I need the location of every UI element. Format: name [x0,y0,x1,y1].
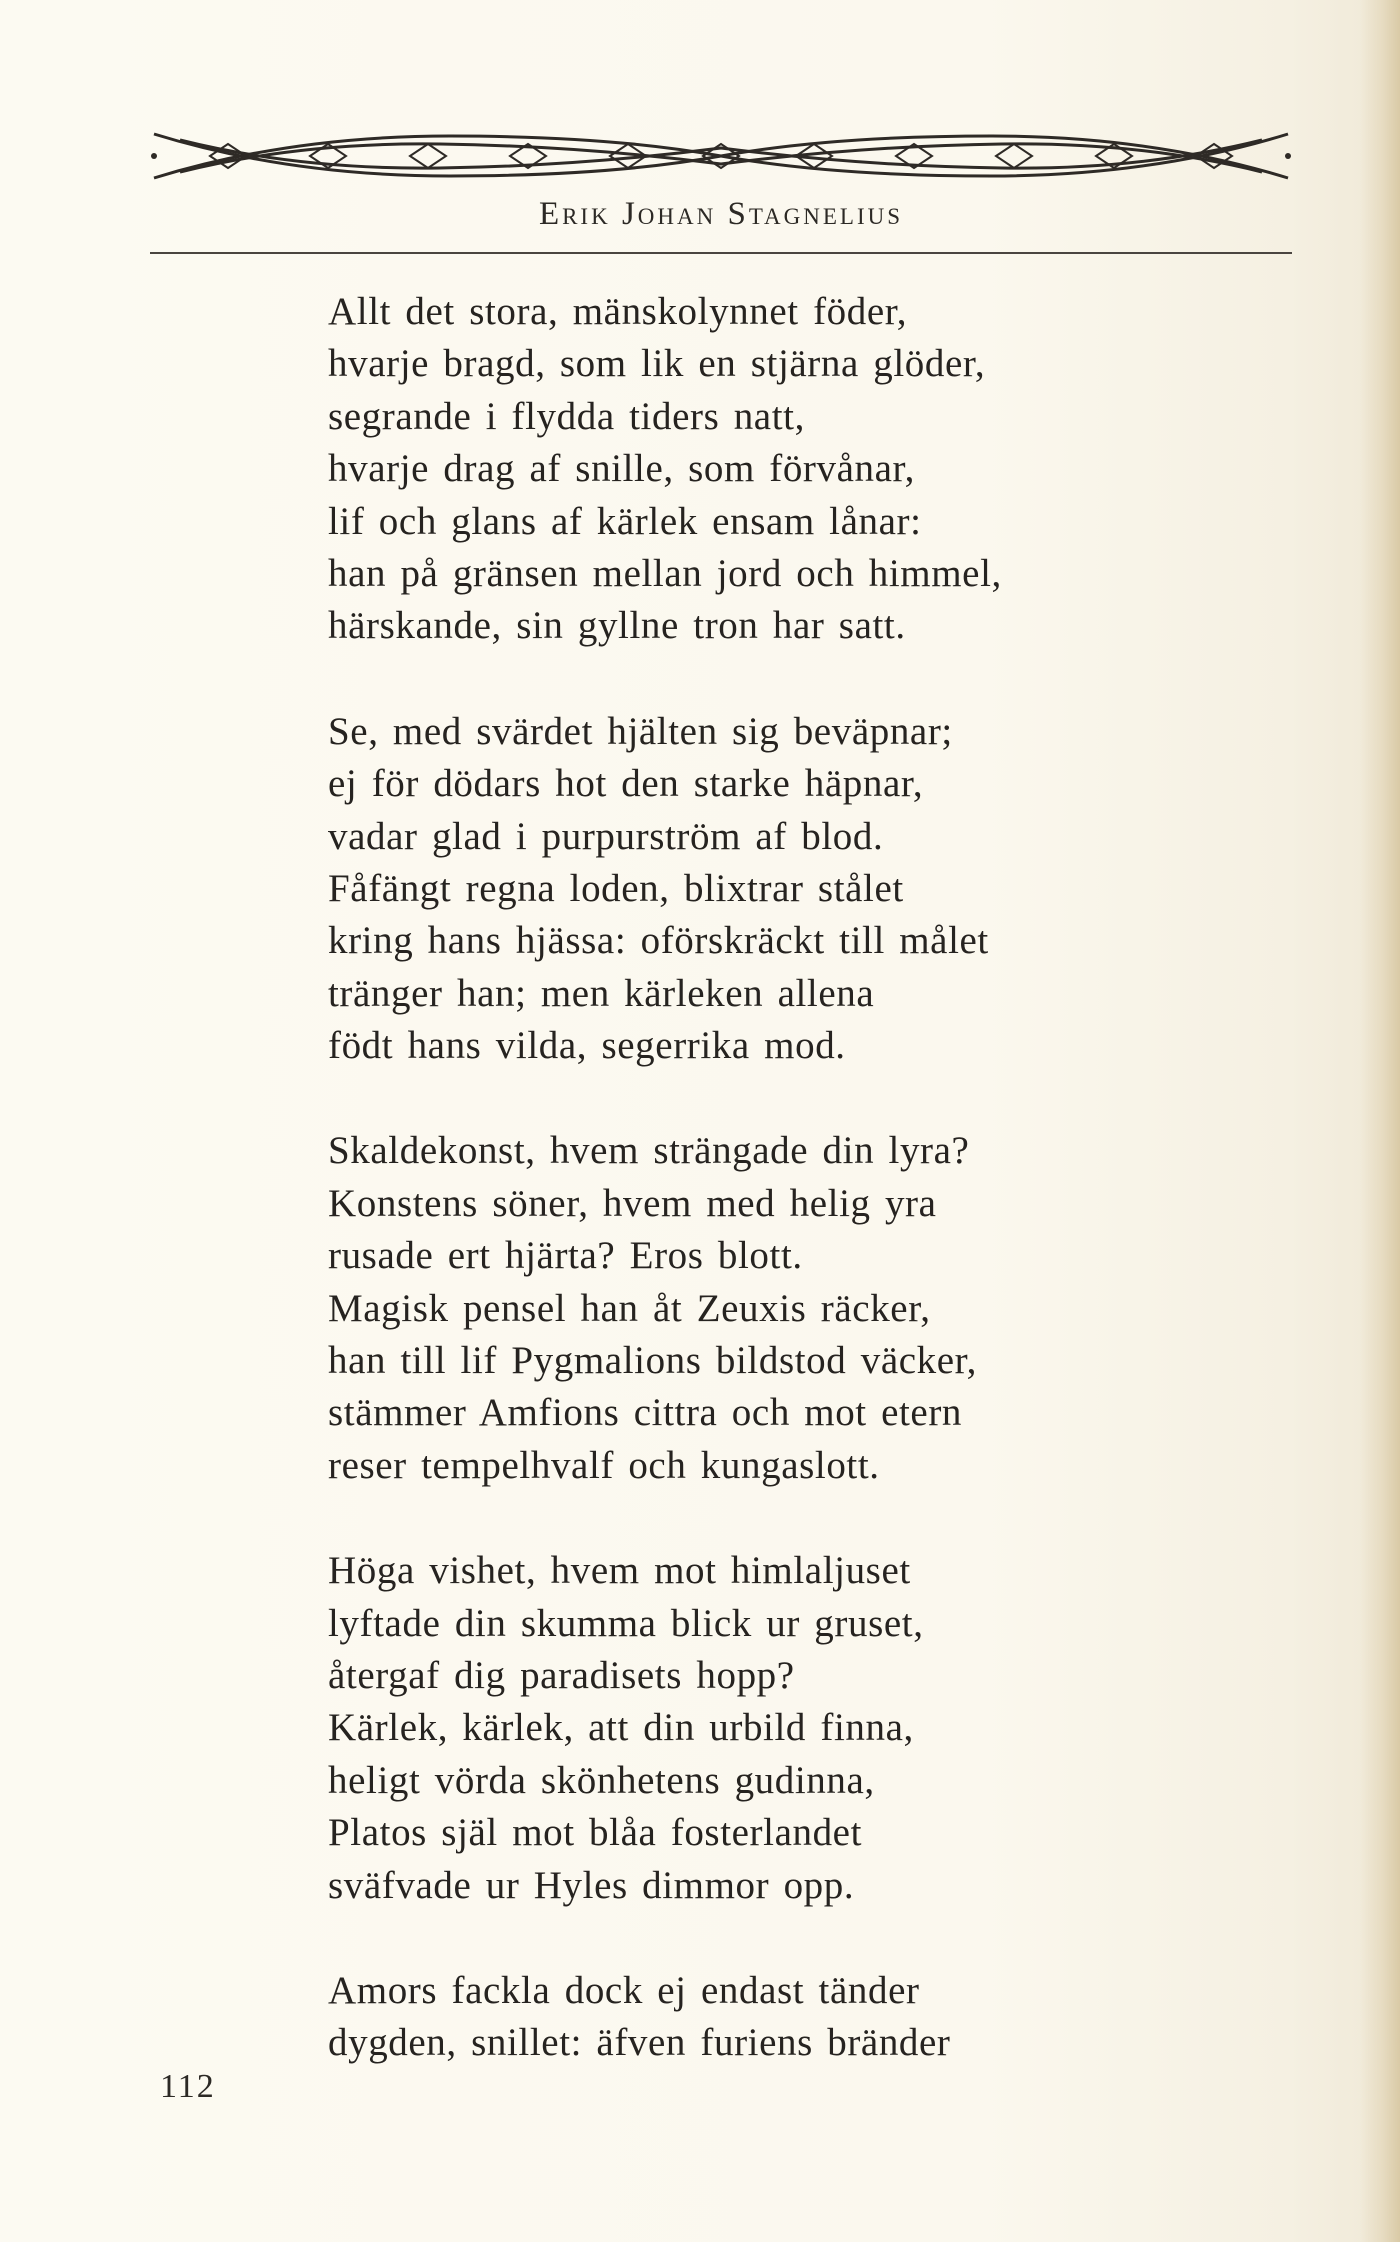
verse-line: hvarje bragd, som lik en stjärna glöder, [328,342,986,386]
verse-line: reser tempelhvalf och kungaslott. [328,1443,880,1487]
verse-line: återgaf dig paradisets hopp? [328,1653,795,1697]
verse-line: Amors fackla dock ej endast tänder [328,1968,920,2012]
verse-line: Höga vishet, hvem mot himlaljuset [328,1549,911,1593]
verse-line: stämmer Amfions cittra och mot etern [328,1391,963,1435]
verse-line: han på gränsen mellan jord och himmel, [328,551,1002,595]
verse-line: Fåfängt regna loden, blixtrar stålet [328,866,904,910]
verse-line: Platos själ mot blåa fosterlandet [328,1811,863,1855]
verse-line: födt hans vilda, segerrika mod. [328,1024,846,1068]
verse-line: kring hans hjässa: oförskräckt till målet [328,919,989,963]
verse-line: heligt vörda skönhetens gudinna, [328,1758,875,1802]
verse-line: Se, med svärdet hjälten sig beväpnar; [328,709,953,753]
stanza [328,706,1248,1073]
braided-ornament-icon [150,128,1292,184]
verse-line: vadar glad i purpurström af blod. [328,814,884,858]
verse-line: rusade ert hjärta? Eros blott. [328,1234,803,1278]
verse-line: Skaldekonst, hvem strängade din lyra? [328,1129,970,1173]
poem-body [328,286,1248,2123]
verse-line: ej för dödars hot den starke häpnar, [328,762,924,806]
page-edge-shadow [1360,0,1400,2242]
verse-line: härskande, sin gyllne tron har satt. [328,604,906,648]
verse-line: dygden, snillet: äfven furiens bränder [328,2021,951,2065]
verse-line: hvarje drag af snille, som förvånar, [328,447,915,491]
stanza [328,286,1248,653]
verse-line: lif och glans af kärlek ensam lånar: [328,499,922,543]
stanza [328,1965,1248,2070]
page-number: 112 [160,2068,216,2105]
stanza [328,1125,1248,1492]
verse-line: lyftade din skumma blick ur gruset, [328,1601,924,1645]
verse-line: Kärlek, kärlek, att din urbild finna, [328,1706,914,1750]
verse-line: Magisk pensel han åt Zeuxis räcker, [328,1286,931,1330]
verse-line: tränger han; men kärleken allena [328,971,875,1015]
verse-line: Allt det stora, mänskolynnet föder, [328,290,908,333]
verse-line: han till lif Pygmalions bildstod väcker, [328,1339,978,1383]
running-head: Erik Johan Stagnelius [538,196,904,232]
verse-line: sväfvade ur Hyles dimmor opp. [328,1863,855,1907]
header-rule [150,252,1292,254]
verse-line: Konstens söner, hvem med helig yra [328,1181,937,1225]
stanza [328,1545,1248,1912]
verse-line: segrande i flydda tiders natt, [328,394,805,438]
